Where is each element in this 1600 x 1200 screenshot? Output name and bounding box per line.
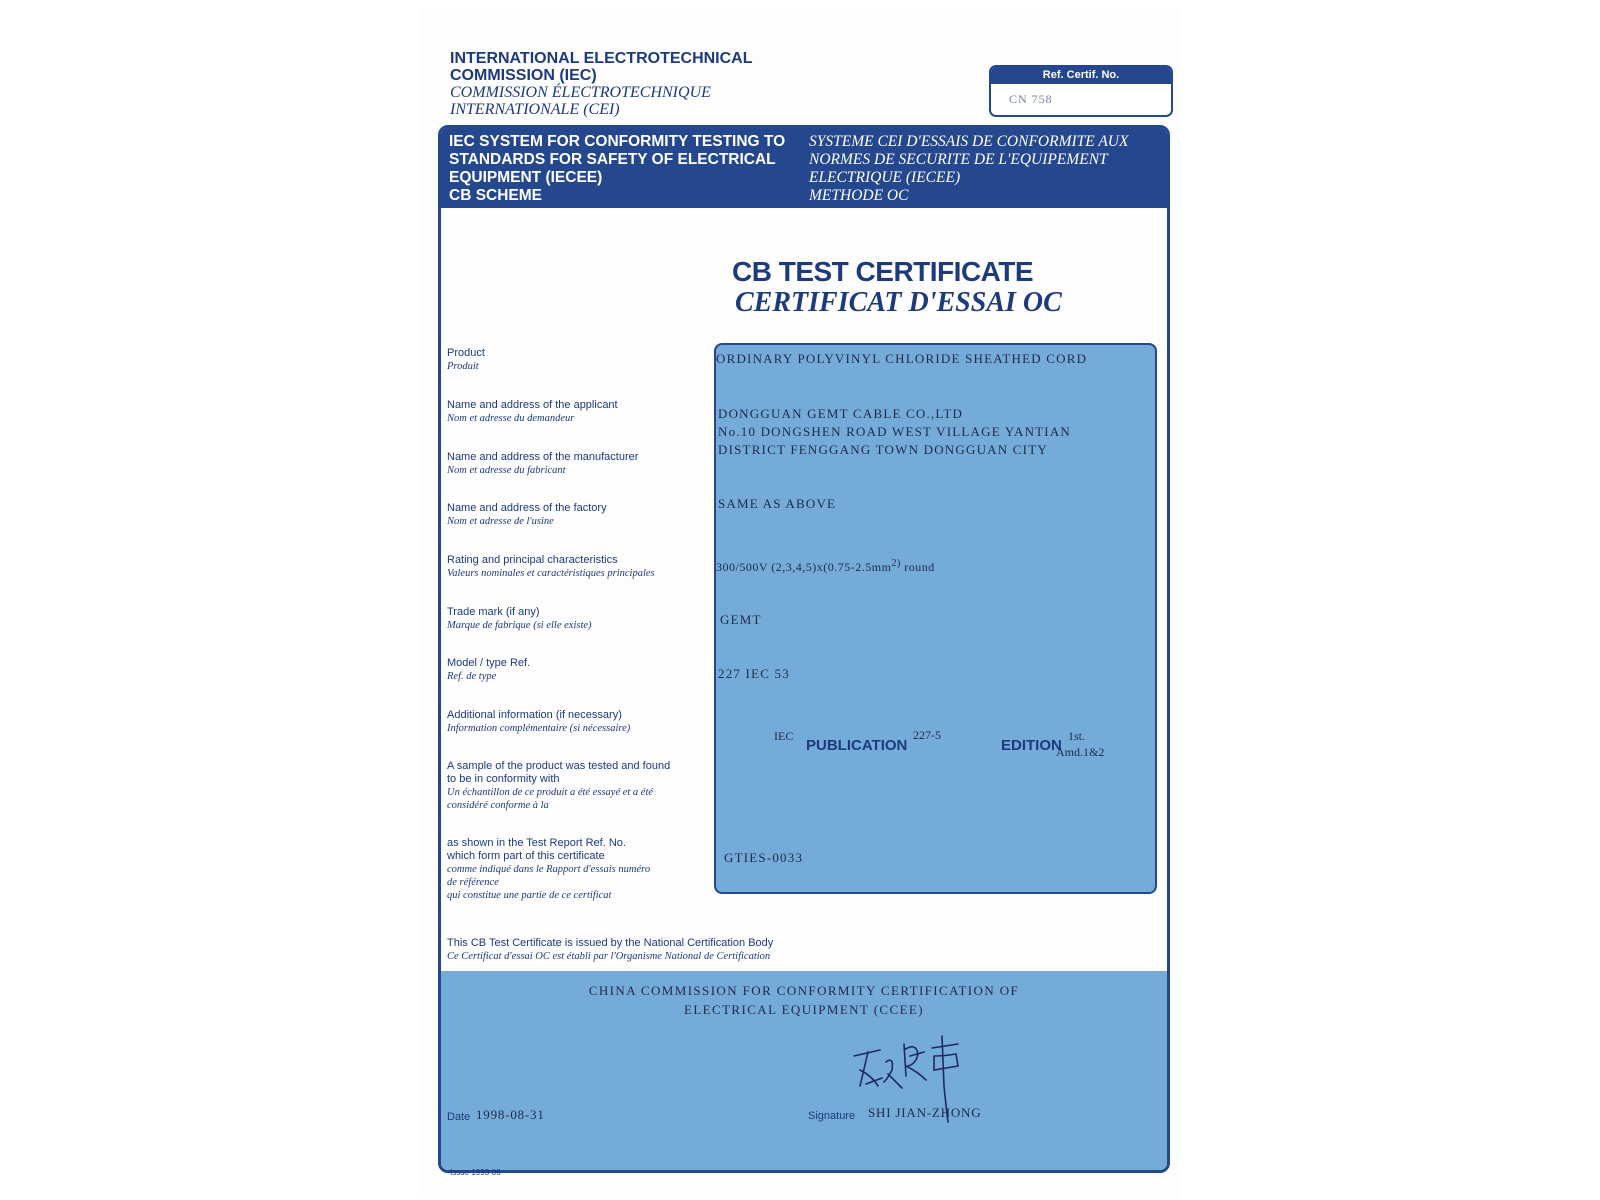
rating-value [716, 555, 935, 576]
ccee-line2: ELECTRICAL EQUIPMENT (CCEE) [683, 1002, 924, 1017]
applicant-label-fr: Nom et adresse du demandeur [447, 413, 575, 424]
iec-label: IEC [774, 729, 794, 743]
applicant-line3: DISTRICT FENGGANG TOWN DONGGUAN CITY [718, 442, 1048, 457]
certificate-title-fr: CERTIFICAT D'ESSAI OC [735, 287, 1062, 318]
system-en-line1: IEC SYSTEM FOR CONFORMITY TESTING TO [449, 133, 786, 150]
organization-header [450, 50, 753, 118]
system-header-band [441, 128, 1167, 208]
product-label-fr: Produit [447, 361, 479, 372]
sample-conformity-label [447, 760, 670, 812]
system-fr-line1: SYSTEME CEI D'ESSAIS DE CONFORMITE AUX [809, 133, 1129, 150]
applicant-label-en: Name and address of the applicant [447, 399, 618, 411]
certificate-values-box [714, 343, 1157, 894]
rating-label [447, 554, 655, 580]
org-name-en-line2: COMMISSION (IEC) [450, 67, 597, 84]
model-label-fr: Ref. de type [447, 671, 497, 682]
rating-label-en: Rating and principal characteristics [447, 554, 618, 566]
rating-superscript: 2) [891, 558, 901, 569]
system-en-line3: EQUIPMENT (IECEE) [449, 169, 603, 186]
report-label-fr1: comme indiqué dans le Rapport d'essais numéro [447, 864, 651, 875]
report-label-en2: which form part of this certificate [447, 850, 605, 862]
certification-body-band [441, 971, 1167, 1170]
edition-value: 1st. [1068, 729, 1086, 743]
product-value: ORDINARY POLYVINYL CHLORIDE SHEATHED CORD [716, 351, 1088, 366]
amendment-value: Amd.1&2 [1056, 745, 1105, 759]
system-fr-line2: NORMES DE SECURITE DE L'EQUIPEMENT [809, 151, 1108, 168]
publication-label: PUBLICATION [806, 737, 908, 754]
report-label-en1: as shown in the Test Report Ref. No. [447, 837, 626, 849]
issued-by-fr: Ce Certificat d'essai OC est établi par l'Organisme National de Certification [447, 951, 771, 962]
system-title-fr [809, 133, 1128, 205]
report-label-fr3: qui constitue une partie de ce certificat [447, 890, 612, 901]
applicant-label [447, 399, 618, 425]
manufacturer-label-fr: Nom et adresse du fabricant [447, 465, 566, 476]
org-name-en-line1: INTERNATIONAL ELECTROTECHNICAL [450, 50, 753, 67]
applicant-line2: No.10 DONGSHEN ROAD WEST VILLAGE YANTIAN [718, 424, 1072, 439]
additional-info-label [447, 709, 630, 735]
sample-label-en1: A sample of the product was tested and found [447, 760, 671, 772]
system-fr-line4: METHODE OC [809, 187, 909, 204]
factory-label [447, 502, 607, 528]
sample-label-fr2: considéré conforme à la [447, 800, 549, 811]
rating-label-fr: Valeurs nominales et caractéristiques principales [447, 568, 655, 579]
trademark-label-fr: Marque de fabrique (si elle existe) [447, 620, 592, 631]
trademark-label-en: Trade mark (if any) [447, 606, 540, 618]
manufacturer-label [447, 451, 638, 477]
signature-name: SHI JIAN-ZHONG [868, 1105, 982, 1120]
factory-label-en: Name and address of the factory [447, 502, 607, 514]
applicant-line1: DONGGUAN GEMT CABLE CO.,LTD [718, 406, 964, 421]
manufacturer-label-en: Name and address of the manufacturer [447, 451, 639, 463]
issued-by-en: This CB Test Certificate is issued by the National Certification Body [447, 937, 774, 949]
certificate-title-en: CB TEST CERTIFICATE [732, 256, 1034, 287]
ref-certificate-box [989, 65, 1173, 117]
ref-certificate-label: Ref. Certif. No. [991, 67, 1171, 84]
rating-tail: round [904, 560, 935, 574]
additional-info-label-en: Additional information (if necessary) [447, 709, 622, 721]
ref-certificate-number: CN 758 [1009, 92, 1053, 106]
system-fr-line3: ELECTRIQUE (IECEE) [809, 169, 961, 186]
edition-label: EDITION [1001, 737, 1062, 754]
issued-by-statement [447, 936, 773, 964]
report-label-fr2: de référence [447, 877, 499, 888]
sample-label-en2: to be in conformity with [447, 773, 560, 785]
date-label: Date [447, 1111, 471, 1123]
signature-label: Signature [808, 1110, 856, 1122]
model-value: 227 IEC 53 [718, 666, 790, 681]
model-label-en: Model / type Ref. [447, 657, 531, 669]
additional-info-label-fr: Information complémentaire (si nécessaire) [447, 723, 631, 734]
org-name-fr-line2: INTERNATIONALE (CEI) [450, 101, 620, 118]
report-number-value: GTIES-0033 [724, 850, 804, 865]
test-report-label [447, 837, 650, 902]
date-value: 1998-08-31 [476, 1107, 545, 1122]
sample-label-fr1: Un échantillon de ce produit a été essayé et a été [447, 787, 654, 798]
ccee-line1: CHINA COMMISSION FOR CONFORMITY CERTIFICATION OF [588, 983, 1020, 998]
factory-label-fr: Nom et adresse de l'usine [447, 516, 554, 527]
factory-value: SAME AS ABOVE [718, 496, 837, 511]
system-title-en [449, 133, 785, 205]
issue-date: Issue 1993-06 [450, 1168, 501, 1177]
system-en-line4: CB SCHEME [449, 187, 543, 204]
product-label-en: Product [447, 347, 485, 359]
trademark-label [447, 606, 592, 632]
product-label [447, 347, 485, 373]
publication-value: 227-5 [913, 728, 941, 742]
model-label [447, 657, 530, 683]
org-name-fr-line1: COMMISSION ÉLECTROTECHNIQUE [450, 84, 711, 101]
rating-text: 300/500V (2,3,4,5)x(0.75-2.5mm [716, 560, 892, 574]
trademark-value: GEMT [720, 612, 762, 627]
system-en-line2: STANDARDS FOR SAFETY OF ELECTRICAL [449, 151, 776, 168]
